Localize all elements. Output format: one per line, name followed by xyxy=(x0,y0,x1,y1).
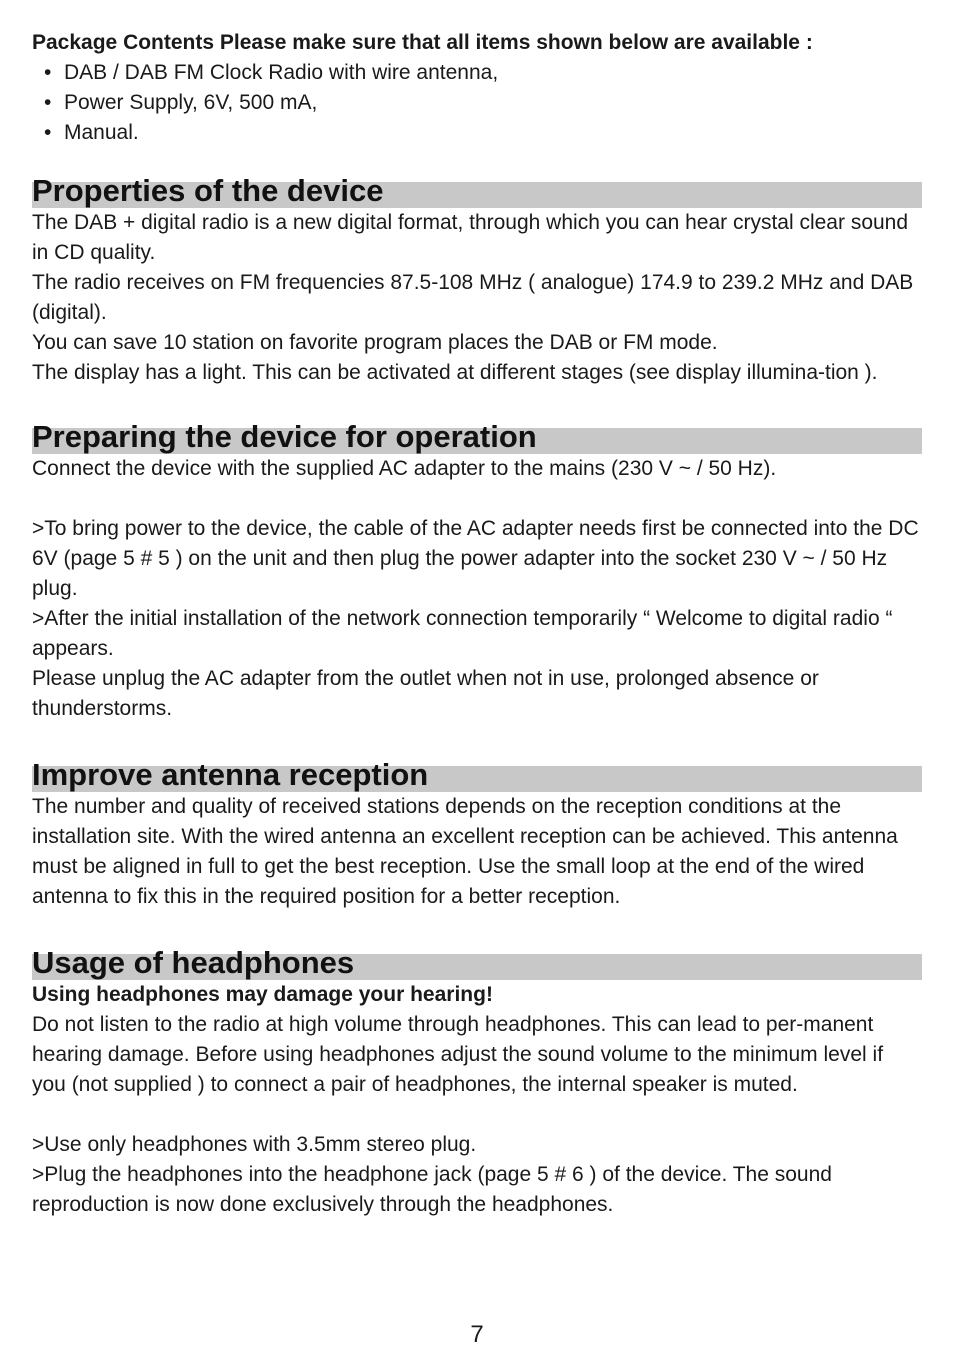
paragraph: The display has a light. This can be activated at different stages (see display illumina-tion ). xyxy=(32,361,878,384)
heading-text: Properties of the device xyxy=(32,173,384,208)
bullet-icon: • xyxy=(44,121,52,144)
list-item xyxy=(32,88,922,118)
paragraph: The number and quality of received stations depends on the reception conditions at the installation site. With the wired antenna an excellent reception can be achieved. This antenna must be aligned in full to get the best reception. Use the small loop at the end of the wired antenna to fix this in the required position for a better reception. xyxy=(32,795,898,908)
paragraph: >Plug the headphones into the headphone jack (page 5 # 6 ) of the device. The sound reproduction is now done exclusively through the headphones. xyxy=(32,1163,832,1216)
list-item xyxy=(32,58,922,88)
heading-text: Usage of headphones xyxy=(32,945,355,980)
paragraph: Do not listen to the radio at high volume through headphones. This can lead to per-manent hearing damage. Before using headphones adjust the sound volume to the minimum level if you (not supplied ) to connect a pair of headphones, the internal speaker is muted. xyxy=(32,1013,884,1096)
section-heading-headphones xyxy=(32,945,922,980)
package-contents-list xyxy=(32,58,922,148)
manual-page xyxy=(32,28,922,1220)
paragraph: Please unplug the AC adapter from the outlet when not in use, prolonged absence or thunderstorms. xyxy=(32,667,819,720)
page-number: 7 xyxy=(470,1321,484,1348)
list-item-text: Power Supply, 6V, 500 mA, xyxy=(64,91,318,114)
list-item-text: DAB / DAB FM Clock Radio with wire antenna, xyxy=(64,61,499,84)
paragraph: >After the initial installation of the network connection temporarily “ Welcome to digital radio “ appears. xyxy=(32,607,893,660)
paragraph: >Use only headphones with 3.5mm stereo plug. xyxy=(32,1133,477,1156)
package-contents-title: Package Contents Please make sure that all items shown below are available : xyxy=(32,31,813,54)
warning-text: Using headphones may damage your hearing! xyxy=(32,983,493,1006)
bullet-icon: • xyxy=(44,91,52,114)
paragraph: The radio receives on FM frequencies 87.5-108 MHz ( analogue) 174.9 to 239.2 MHz and DAB (digital). xyxy=(32,271,914,324)
paragraph: >To bring power to the device, the cable of the AC adapter needs first be connected into the DC 6V (page 5 # 5 ) on the unit and then plug the power adapter into the socket 230 V ~ / 50 Hz plug. xyxy=(32,517,919,600)
bullet-icon: • xyxy=(44,61,52,84)
list-item-text: Manual. xyxy=(64,121,139,144)
section-heading-properties xyxy=(32,173,922,208)
list-item xyxy=(32,118,922,148)
heading-text: Preparing the device for operation xyxy=(32,419,537,454)
heading-text: Improve antenna reception xyxy=(32,757,429,792)
section-heading-preparing xyxy=(32,419,922,454)
paragraph: Connect the device with the supplied AC adapter to the mains (230 V ~ / 50 Hz). xyxy=(32,457,777,480)
paragraph: The DAB + digital radio is a new digital format, through which you can hear crystal clear sound in CD quality. xyxy=(32,211,909,264)
paragraph: You can save 10 station on favorite program places the DAB or FM mode. xyxy=(32,331,718,354)
section-heading-antenna xyxy=(32,757,922,792)
